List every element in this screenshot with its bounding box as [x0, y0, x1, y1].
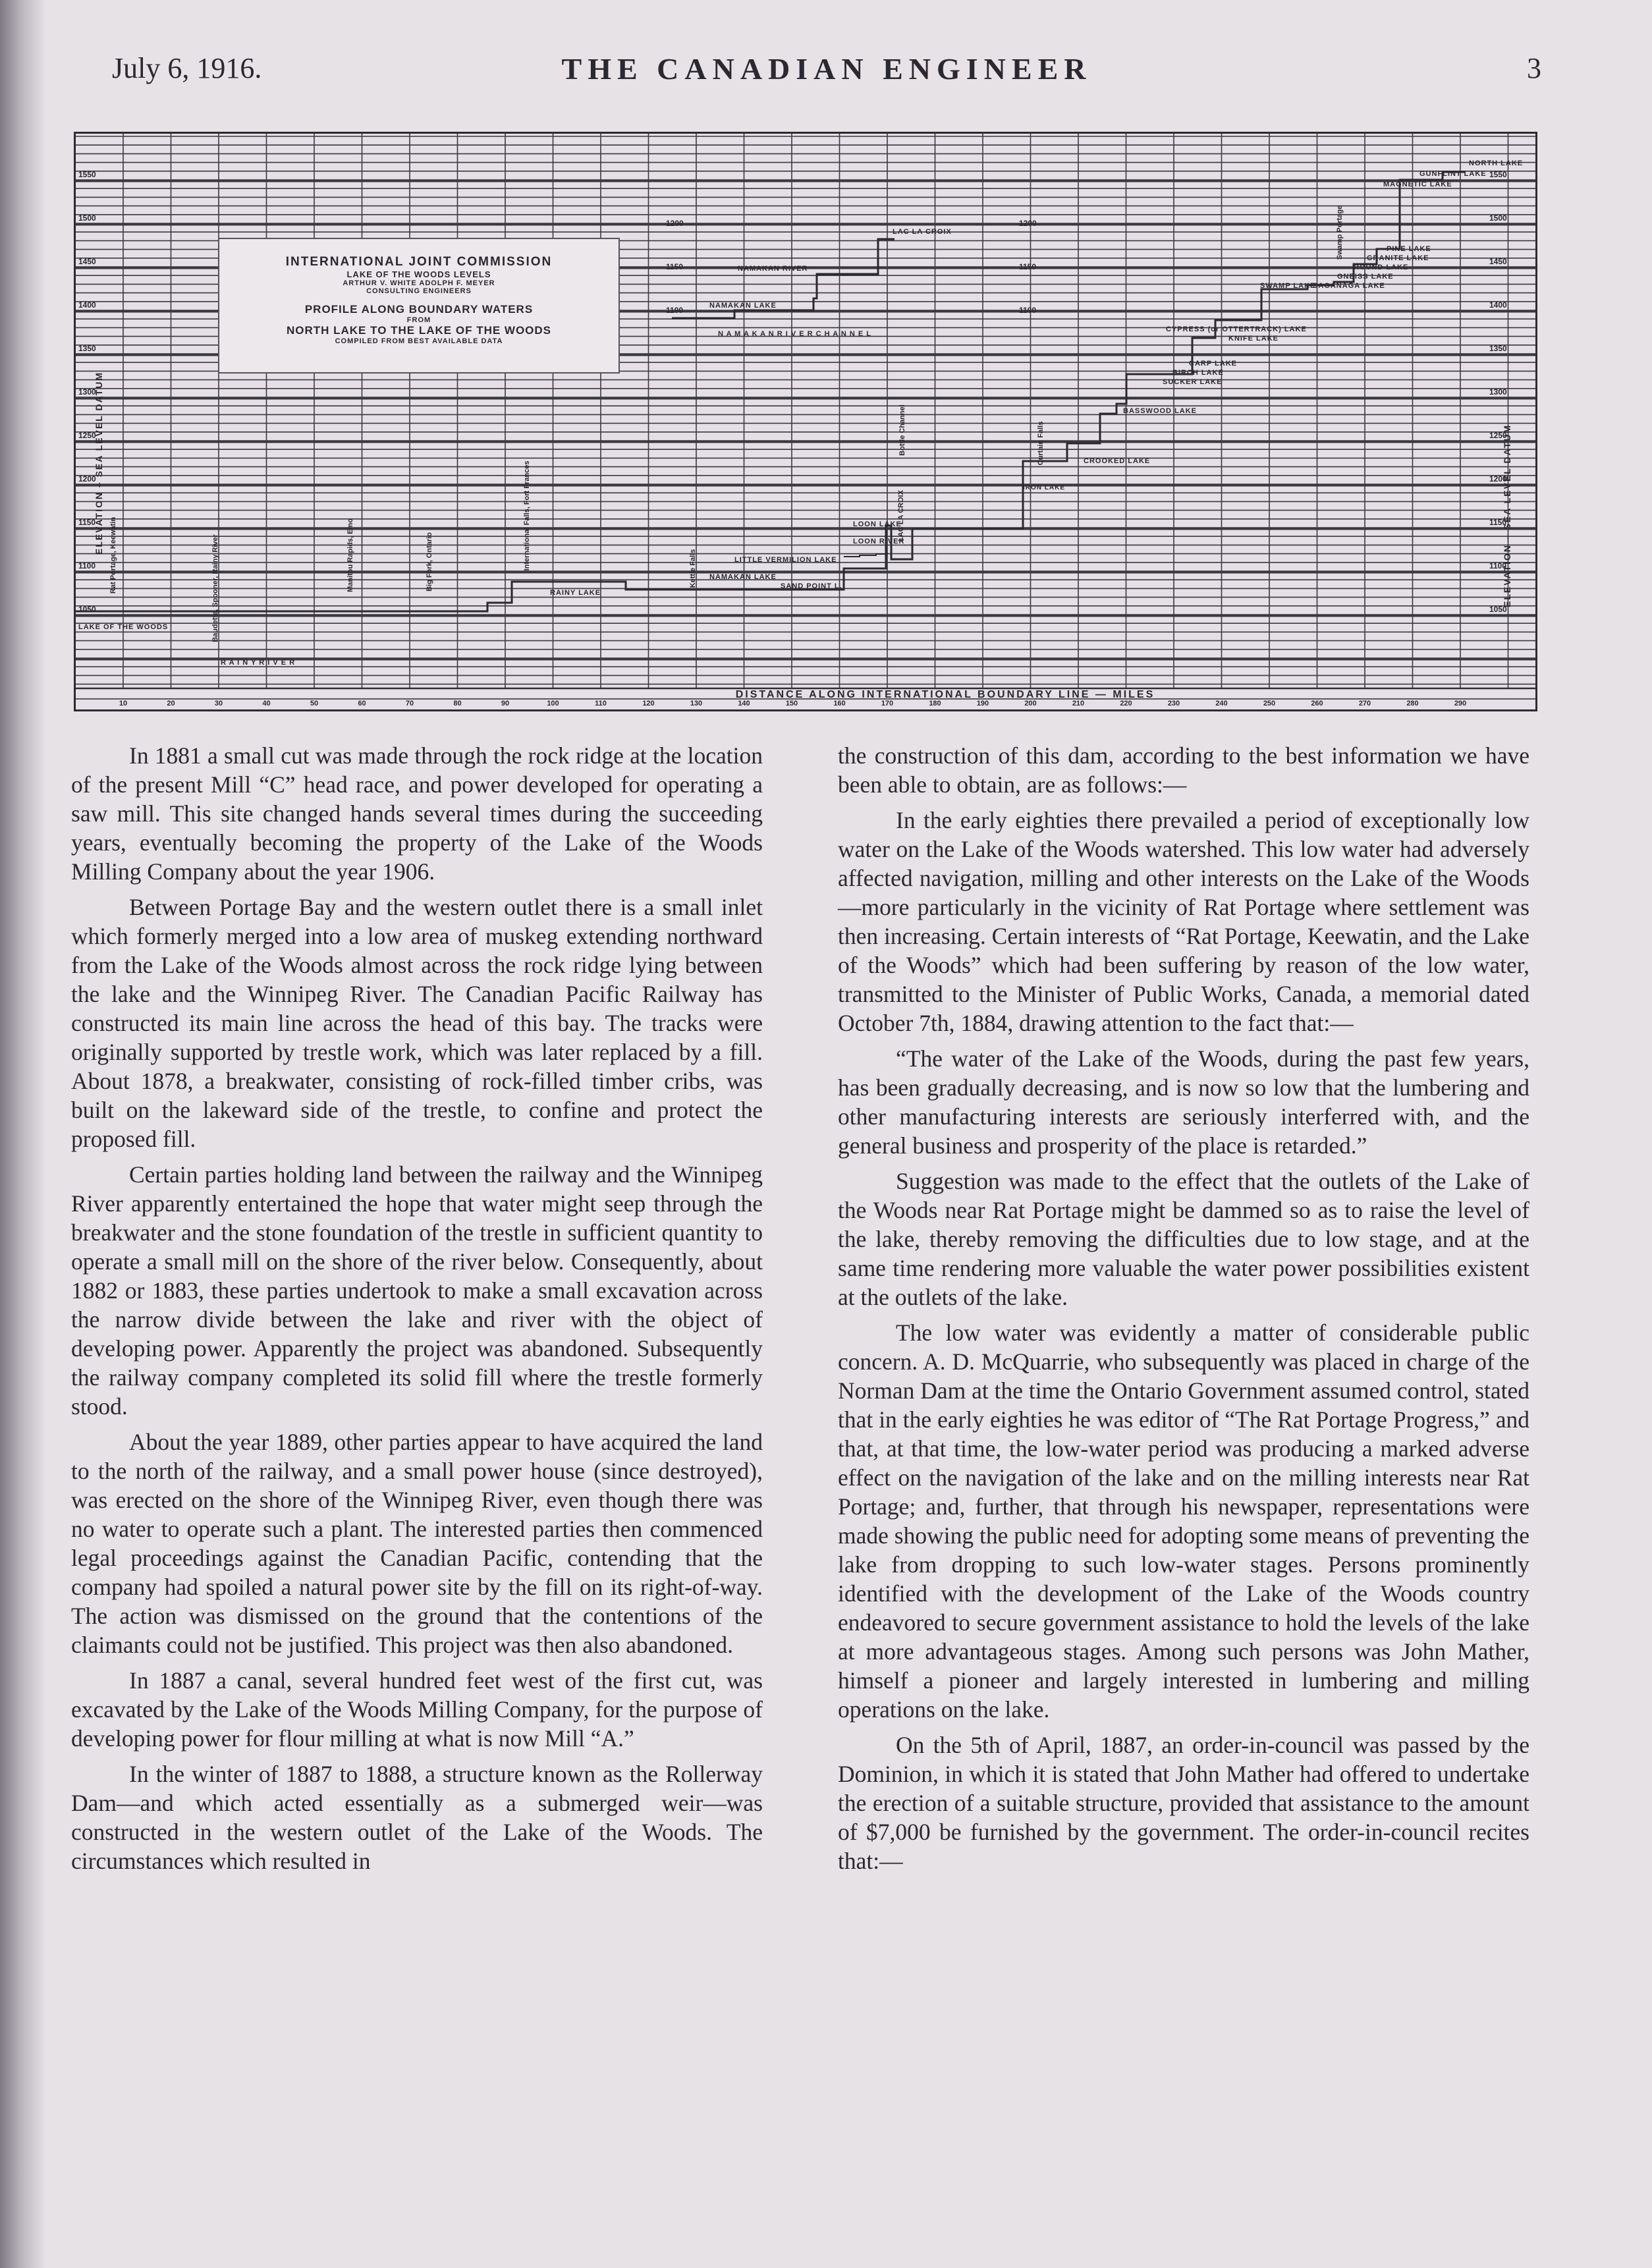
x-tick-label: 40 [262, 700, 271, 707]
chart-label-carp-lake: CARP LAKE [1189, 360, 1237, 368]
chart-label-swamp-lake: SWAMP LAKE [1260, 282, 1316, 290]
y-axis-title-right: ELEVATION – SEA LEVEL DATUM [1502, 424, 1512, 608]
y-tick-label-left: 1450 [78, 257, 96, 266]
page-header [112, 51, 1541, 97]
chart-label-little-vermilion: LITTLE VERMILION LAKE [734, 556, 837, 564]
y-tick-label-right: 1100 [1489, 561, 1507, 570]
y-tick-label-right: 1300 [1489, 387, 1507, 397]
chart-label-birch-lake: BIRCH LAKE [1172, 369, 1224, 377]
paragraph: In the early eighties there prevailed a period of exceptionally low water on the Lake of the Woods watershed. This low water had adversely affected navigation, milling and other interests on the Lake of the Woods—more particularly in the vicinity of Rat Portage where settlement was then increasing. Certain interests of “Rat Portage, Keewatin, and the Lake of the Woods” which had been suffering by reason of the low water, transmitted to the Minister of Public Works, Canada, a memorial dated October 7th, 1884, drawing attention to the fact that:— [838, 807, 1529, 1036]
x-tick-label: 100 [547, 700, 559, 707]
legend-route: NORTH LAKE TO THE LAKE OF THE WOODS [286, 324, 552, 337]
chart-label-saganaga-lake: SAGANAGA LAKE [1313, 282, 1385, 290]
paragraph: Certain parties holding land between the railway and the Winnipeg River apparently entertained the hope that water might seep through the breakwater and the stone foundation of the trestle in sufficient quantity to operate a small mill on the shore of the river below. Consequently, about 1882 or 1883, these parties undertook to make a small excavation across the narrow divide between the lake and river with the object of developing power. Apparently the project was abandoned. Subsequently the railway company completed its solid fill where the trestle formerly stood. [71, 1161, 763, 1420]
chart-label-lake-of-the-woods: LAKE OF THE WOODS [78, 623, 169, 631]
legend-commission: INTERNATIONAL JOINT COMMISSION [285, 255, 553, 269]
y-tick-label-right: 1450 [1489, 257, 1507, 266]
y-tick-label-left: 1500 [78, 213, 96, 223]
inset-tick-label: 1100 [1019, 306, 1037, 315]
legend-subject: LAKE OF THE WOODS LEVELS [346, 269, 491, 279]
chart-label-namakan-lake-low: NAMAKAN LAKE [709, 573, 777, 581]
x-tick-label: 270 [1358, 700, 1371, 707]
x-tick-label: 110 [595, 700, 607, 707]
x-tick-label: 190 [976, 700, 989, 707]
x-tick-label: 250 [1263, 700, 1276, 707]
paragraph: About the year 1889, other parties appear to have acquired the land to the north of the railway, and a small power house (since destroyed), was erected on the shore of the Winnipeg River, even though there was no water to operate such a plant. The interested parties then commenced legal proceedings against the Canadian Pacific, contending that the company had spoiled a natural power site by the fill on its right-of-way. The action was dismissed on the ground that the contentions of the claimants could not be justified. This project was then also abandoned. [71, 1429, 763, 1658]
chart-label-lac-la-croix: LAC LA CROIX [893, 228, 952, 236]
binding-shadow [0, 0, 46, 2268]
chart-label-namakan-river: NAMAKAN RIVER [738, 265, 808, 273]
inset-tick-label: 1200 [666, 219, 684, 228]
paragraph: In 1881 a small cut was made through the rock ridge at the location of the present Mill “C” head race, and power developed for operating a saw mill. This site changed hands several times during the succeeding years, eventually becoming the property of the Lake of the Woods Milling Company about the year 1906. [71, 742, 763, 885]
chart-label-namakan-channel: N A M A K A N R I V E R C H A N N E L [718, 330, 871, 338]
chart-label-loon-river: LOON RIVER [853, 538, 905, 545]
figure-legend [218, 238, 620, 373]
y-tick-label-left: 1550 [78, 170, 96, 179]
chart-label-pine-lake: PINE LAKE [1387, 245, 1431, 253]
chart-label-rotated-manitou-rapids: Manitou Rapids, Emo [346, 518, 354, 592]
inset-tick-label: 1150 [1019, 262, 1037, 271]
chart-label-sucker-lake: SUCKER LAKE [1163, 378, 1223, 386]
chart-label-loon-lake: LOON LAKE [853, 520, 902, 528]
chart-label-north-lake: NORTH LAKE [1469, 159, 1524, 167]
y-tick-label-left: 1050 [78, 605, 96, 614]
legend-engineers: ARTHUR V. WHITE ADOLPH F. MEYER [343, 279, 495, 287]
namakan-inset-line [672, 239, 895, 318]
chart-label-rotated-kettle-falls: Kettle Falls [689, 549, 697, 588]
issue-date: July 6, 1916. [112, 52, 262, 84]
paragraph: Between Portage Bay and the western outlet there is a small inlet which formerly merged into a low area of muskeg extending northward from the Lake of the Woods almost across the rock ridge lying between the lake and the Winnipeg River. The Canadian Pacific Railway has constructed its main line across the head of this bay. The tracks were originally supported by trestle work, which was later replaced by a fill. About 1878, a breakwater, consisting of rock-filled timber cribs, was built on the lakeward side of the trestle, to confine and protect the proposed fill. [71, 894, 763, 1152]
y-tick-label-left: 1350 [78, 344, 96, 353]
y-tick-label-right: 1250 [1489, 431, 1507, 440]
y-tick-label-left: 1400 [78, 300, 96, 310]
paragraph-continuation: the construction of this dam, according to the best information we have been able to obtain, are as follows:— [838, 742, 1529, 798]
page-number: 3 [1527, 52, 1541, 84]
chart-label-cypress-lake: CYPRESS (or OTTERTRACK) LAKE [1166, 325, 1307, 333]
inset-tick-label: 1200 [1019, 219, 1037, 228]
chart-label-round-lake: ROUND LAKE [1354, 263, 1409, 271]
x-tick-label: 220 [1120, 700, 1132, 707]
legend-profile: PROFILE ALONG BOUNDARY WATERS [304, 303, 534, 316]
chart-label-rotated-bottle-channel: Bottle Channel [898, 404, 906, 456]
right-column [838, 741, 1529, 1875]
x-tick-label: 120 [642, 700, 655, 707]
x-tick-label: 200 [1024, 700, 1037, 707]
y-tick-label-left: 1300 [78, 387, 96, 397]
legend-role: CONSULTING ENGINEERS [366, 287, 472, 295]
chart-label-rotated-lac-la-croix: LAC LA CROIX [897, 490, 905, 541]
inset-tick-label: 1100 [666, 306, 684, 315]
chart-label-granite-lake: GRANITE LAKE [1367, 254, 1429, 262]
x-tick-label: 240 [1215, 700, 1228, 707]
chart-label-rotated-baudette: Baudette, Spooner, Rainy River [211, 534, 219, 642]
chart-label-crooked-lake: CROOKED LAKE [1084, 457, 1151, 465]
profile-chart [76, 134, 1535, 709]
x-tick-label: 50 [310, 700, 319, 707]
chart-label-rotated-rat-portage: Rat Portage, Keewatin [109, 516, 117, 594]
left-column [71, 741, 763, 1875]
y-tick-label-right: 1550 [1489, 170, 1507, 179]
chart-label-magnetic-lake: MAGNETIC LAKE [1383, 180, 1452, 188]
chart-label-iron-lake: IRON LAKE [1023, 484, 1065, 491]
x-tick-label: 60 [358, 700, 366, 707]
x-axis-title: DISTANCE ALONG INTERNATIONAL BOUNDARY LINE — MILES [735, 689, 1155, 700]
y-tick-label-right: 1400 [1489, 300, 1507, 310]
journal-title: THE CANADIAN ENGINEER [561, 52, 1092, 86]
x-tick-label: 210 [1072, 700, 1085, 707]
paragraph: Suggestion was made to the effect that the outlets of the Lake of the Woods near Rat Portage might be dammed so as to raise the level of the lake, thereby removing the difficulties due to low stage, and at the same time rendering more valuable the water power possibilities existent at the outlets of the lake. [838, 1168, 1529, 1310]
x-tick-label: 290 [1454, 700, 1467, 707]
y-tick-label-right: 1200 [1489, 474, 1507, 484]
x-tick-label: 10 [119, 700, 128, 707]
chart-label-rotated-swamp-portage: Swamp Portage [1336, 205, 1344, 260]
y-axis-title-left: ELEVATION – SEA LEVEL DATUM [94, 371, 104, 555]
quoted-memorial: “The water of the Lake of the Woods, during the past few years, has been gradually decreasing, and is now so low that the lumbering and other manufacturing interests are seriously interferred with, and the general business and prosperity of the place is retarded.” [838, 1045, 1529, 1159]
chart-label-rotated-curtain-falls: Curtain Falls [1037, 421, 1045, 466]
x-tick-label: 140 [738, 700, 750, 707]
paragraph: In the winter of 1887 to 1888, a structure known as the Rollerway Dam—and which acted essentially as a submerged weir—was constructed in the western outlet of the Lake of the Woods. The circumstances which resulted in [71, 1761, 763, 1874]
x-tick-label: 150 [785, 700, 798, 707]
chart-label-rainy-lake: RAINY LAKE [550, 589, 601, 597]
x-tick-label: 90 [501, 700, 510, 707]
chart-label-gunflint-lake: GUNFLINT LAKE [1419, 170, 1487, 178]
y-tick-label-right: 1150 [1489, 518, 1507, 527]
x-tick-label: 70 [405, 700, 414, 707]
x-tick-label: 280 [1406, 700, 1419, 707]
chart-label-knife-lake: KNIFE LAKE [1228, 335, 1279, 343]
x-tick-label: 180 [929, 700, 941, 707]
y-tick-label-right: 1500 [1489, 213, 1507, 223]
profile-figure [74, 132, 1537, 711]
chart-label-sand-point: SAND POINT L. [781, 582, 842, 590]
x-tick-label: 30 [214, 700, 223, 707]
legend-from: FROM [406, 316, 431, 324]
paragraph: On the 5th of April, 1887, an order-in-council was passed by the Dominion, in which it is stated that John Mather had offered to undertake the erection of a suitable structure, provided that assistance to the amount of $7,000 be furnished by the government. The order-in-council recites that:— [838, 1732, 1529, 1874]
chart-label-rainy-river: R A I N Y R I V E R [221, 659, 296, 667]
chart-label-gneiss-lake: GNEISS LAKE [1337, 273, 1394, 281]
x-tick-label: 130 [690, 700, 703, 707]
inset-tick-label: 1150 [666, 262, 684, 271]
chart-label-basswood-lake: BASSWOOD LAKE [1123, 407, 1197, 415]
chart-label-rotated-intl-falls: International Falls, Fort Frances [523, 460, 531, 571]
x-tick-label: 80 [453, 700, 462, 707]
y-tick-label-left: 1100 [78, 561, 96, 570]
x-tick-label: 230 [1167, 700, 1180, 707]
chart-label-rotated-big-fork: Big Fork, Ontario [426, 532, 433, 592]
paragraph: In 1887 a canal, several hundred feet west of the first cut, was excavated by the Lake of the Woods Milling Company, for the purpose of developing power for flour milling at what is now Mill “A.” [71, 1667, 763, 1752]
chart-label-namakan-lake-inset: NAMAKAN LAKE [709, 302, 777, 310]
legend-compiled: COMPILED FROM BEST AVAILABLE DATA [335, 337, 503, 345]
x-tick-label: 260 [1311, 700, 1323, 707]
y-tick-label-left: 1200 [78, 474, 96, 484]
y-tick-label-left: 1250 [78, 431, 96, 440]
x-tick-label: 160 [833, 700, 846, 707]
y-tick-label-left: 1150 [78, 518, 96, 527]
y-tick-label-right: 1350 [1489, 344, 1507, 353]
y-tick-label-right: 1050 [1489, 605, 1507, 614]
x-tick-label: 20 [167, 700, 175, 707]
paragraph: The low water was evidently a matter of considerable public concern. A. D. McQuarrie, who subsequently was placed in charge of the Norman Dam at the time the Ontario Government assumed control, stated that in the early eighties he was editor of “The Rat Portage Progress,” and that, at that time, the low-water period was producing a marked adverse effect on the navigation of the lake and on the milling interests near Rat Portage; and, further, that through his newspaper, representations were made showing the public need for adopting some means of preventing the lake from dropping to such low-water stages. Persons prominently identified with the development of the Lake of the Woods country endeavored to secure government assistance to hold the levels of the lake at more advantageous stages. Among such persons was John Mather, himself a pioneer and largely interested in lumbering and milling operations on the lake. [838, 1319, 1529, 1723]
x-tick-label: 170 [881, 700, 894, 707]
